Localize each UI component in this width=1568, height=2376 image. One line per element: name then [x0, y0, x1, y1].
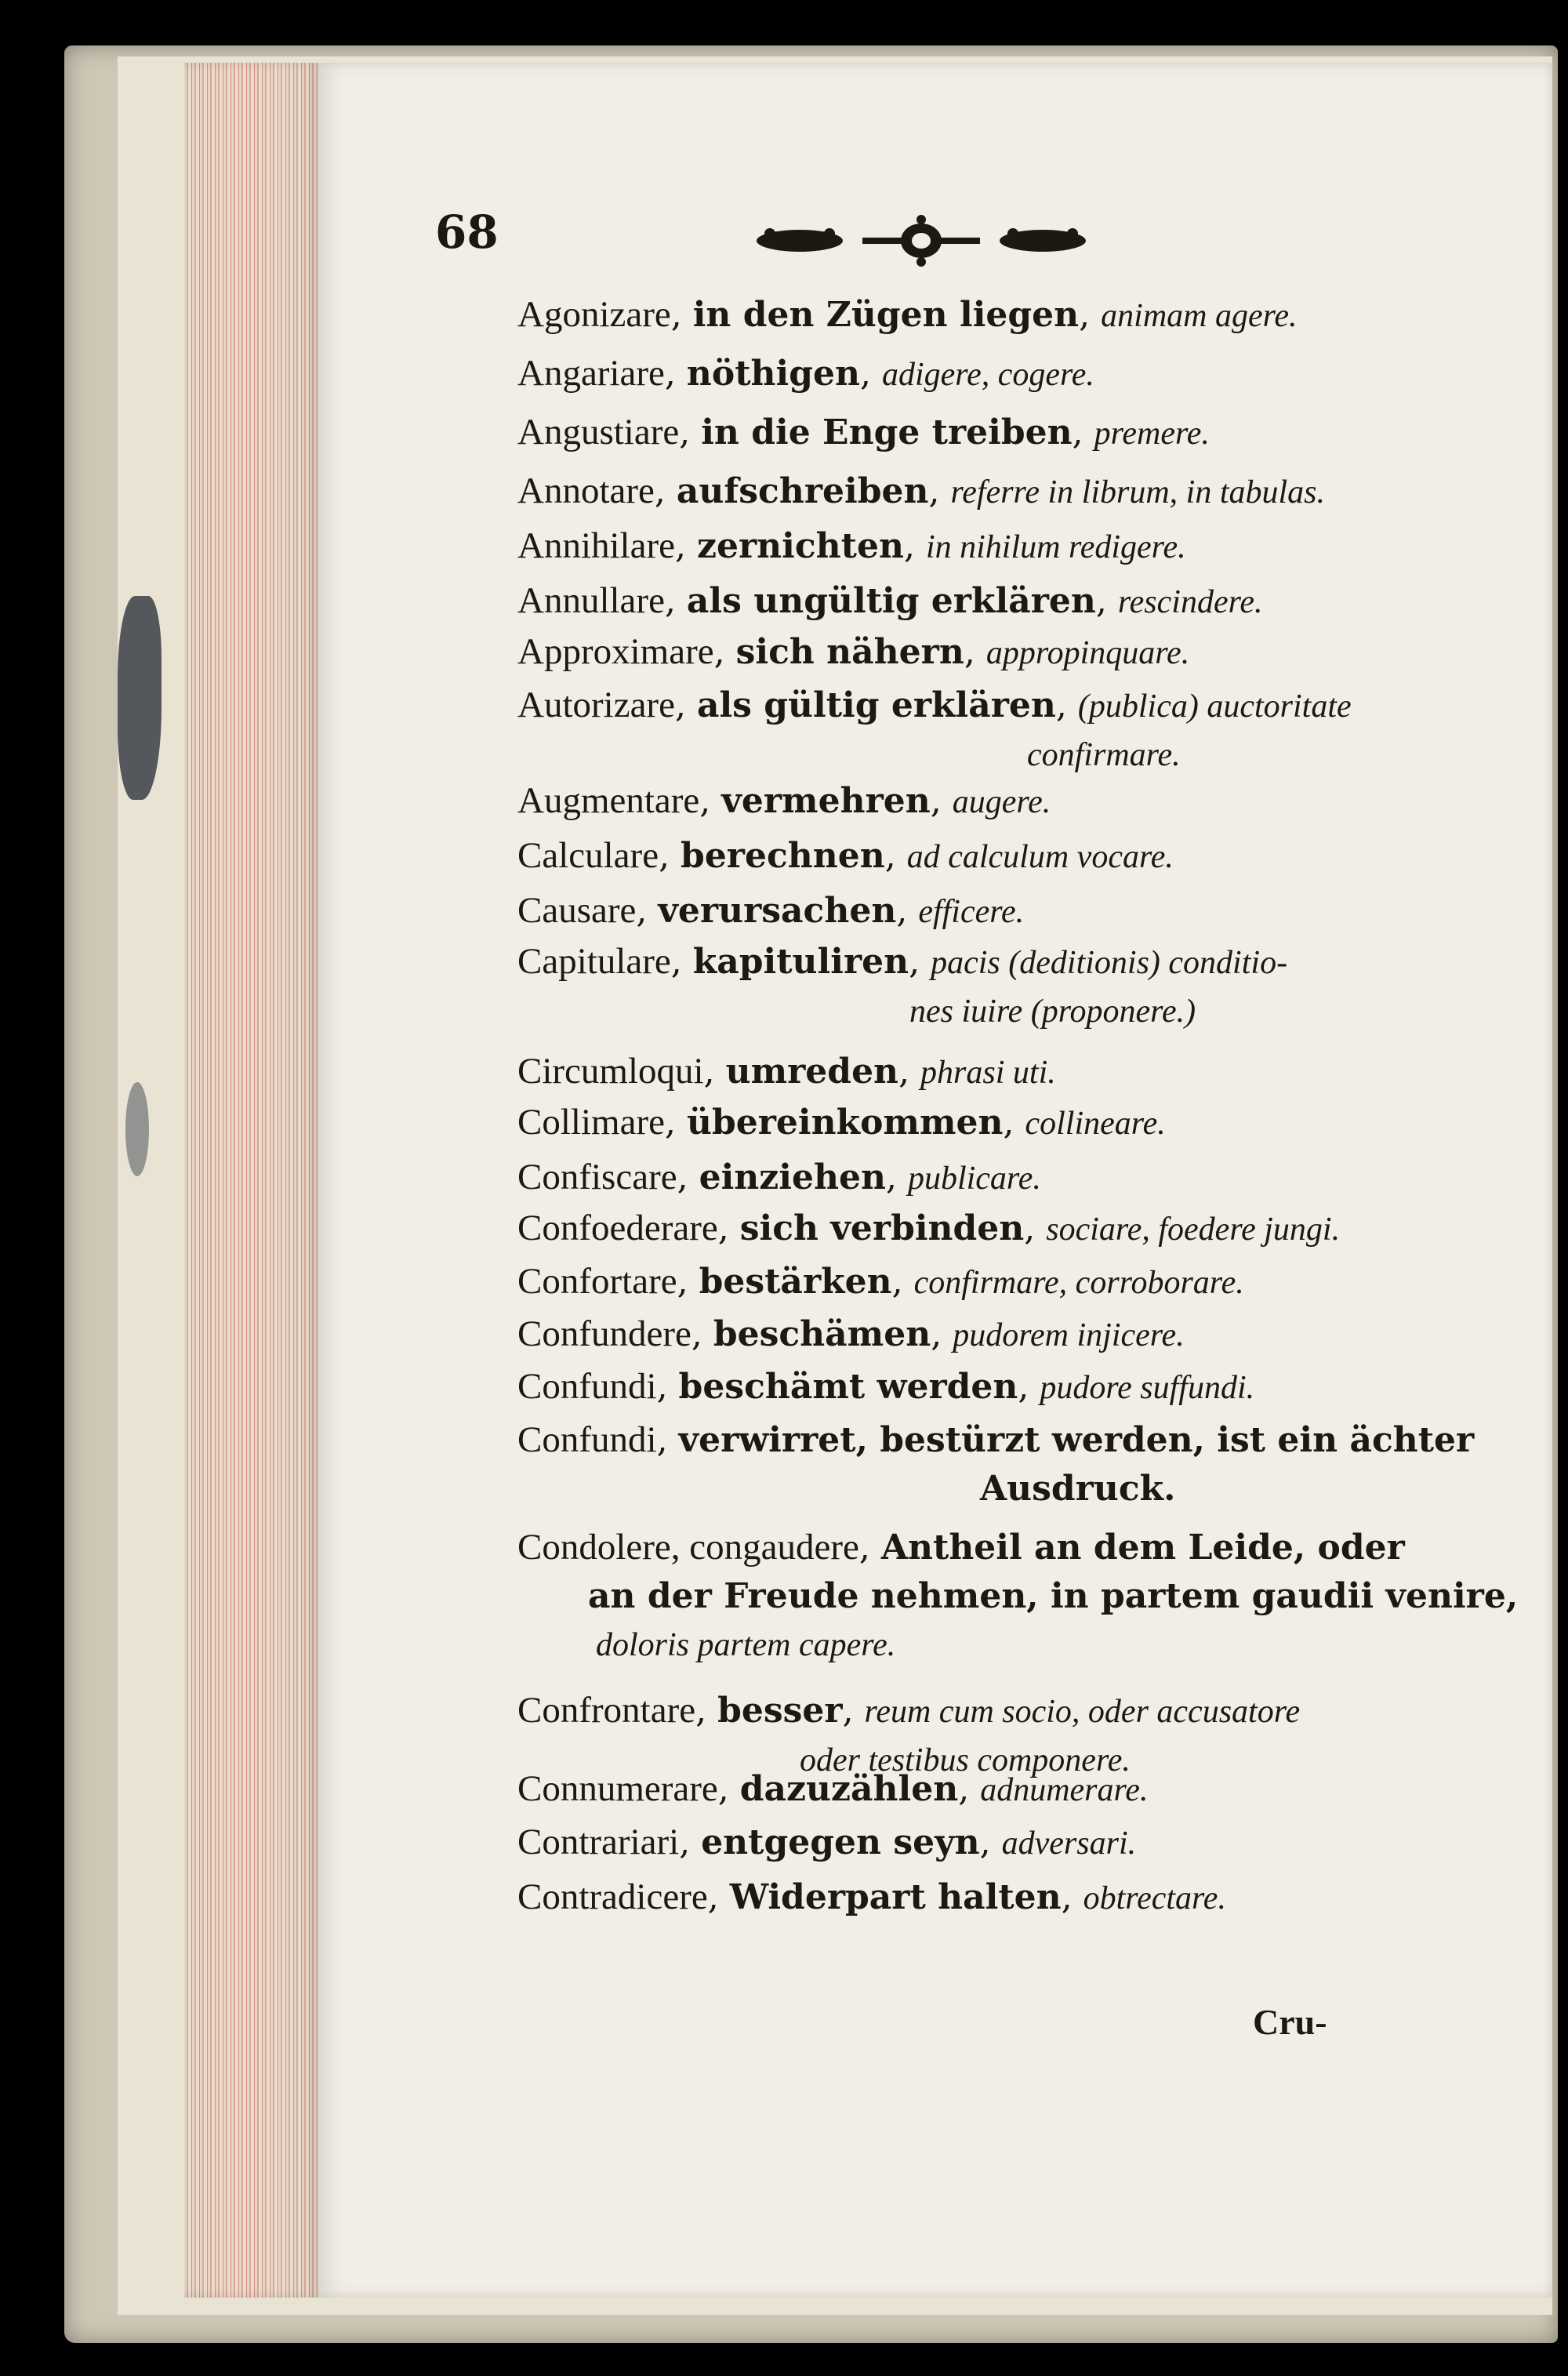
entry-latin: collineare. [1025, 1106, 1166, 1142]
ornament-icon [753, 213, 1090, 268]
entry-latin: reum cum socio, oder accusatore [864, 1694, 1301, 1730]
entry-german: beschämt werden [678, 1367, 1018, 1407]
entry-german: in den Zügen liegen [692, 295, 1080, 335]
entry-lemma: Connumerare [517, 1768, 718, 1809]
entry-german: entgegen seyn [701, 1822, 980, 1862]
entry-german: aufschreiben [676, 471, 929, 511]
entry-lemma: Calculare [517, 835, 659, 876]
entry: Condolere, congaudere, Antheil an dem Leide, oder an der Freude nehmen, in partem gaudii venire, doloris partem capere. [517, 1523, 1411, 1669]
entry-latin: referre in librum, in tabulas. [950, 474, 1326, 510]
entry: Confiscare, einziehen, publicare. [517, 1157, 1041, 1197]
entry: Connumerare, dazuzählen, adnumerare. [517, 1768, 1149, 1809]
entry-latin: publicare. [907, 1161, 1041, 1197]
entry: Augmentare, vermehren, augere. [517, 780, 1051, 821]
entry-german: einziehen [699, 1157, 886, 1197]
entry-latin: pudorem injicere. [953, 1317, 1185, 1353]
entry-continuation: oder testibus componere. [800, 1742, 1131, 1778]
entry: Autorizare, als gültig erklären, (publica) auctoritate confirmare. [517, 681, 1411, 779]
entry: Confundere, beschämen, pudorem injicere. [517, 1313, 1185, 1354]
entry-continuation: Ausdruck. [980, 1469, 1176, 1509]
entry: Confundi, verwirret, bestürzt werden, ist ein ächter Ausdruck. [517, 1415, 1411, 1513]
entry: Agonizare, in den Zügen liegen, animam agere. [517, 294, 1298, 335]
entry-lemma: Confoederare [517, 1208, 718, 1248]
entry-latin: animam agere. [1101, 298, 1298, 334]
entry-latin: adigere, cogere. [881, 357, 1094, 393]
entry-german: Widerpart halten [729, 1877, 1062, 1917]
entry: Confundi, beschämt werden, pudore suffundi. [517, 1366, 1255, 1407]
entry-lemma: Confundere [517, 1313, 691, 1354]
entry-latin: appropinquare. [985, 635, 1190, 671]
entry-german: zernichten [696, 526, 904, 566]
entry-latin: rescindere. [1117, 584, 1263, 620]
entry-german: als ungültig erklären [686, 581, 1096, 621]
entry-latin: adnumerare. [980, 1772, 1149, 1808]
entry-lemma: Confundi [517, 1366, 657, 1407]
entry-lemma: Angariare [517, 353, 665, 394]
cover-stain [118, 596, 162, 800]
entry: Confoederare, sich verbinden, sociare, foedere jungi. [517, 1208, 1341, 1248]
entry-lemma: Annullare [517, 580, 665, 621]
entry: Contrariari, entgegen seyn, adversari. [517, 1822, 1137, 1862]
entry-german: verwirret, bestürzt werden, ist ein ächter [678, 1420, 1475, 1460]
entry-latin: obtrectare. [1083, 1880, 1226, 1916]
catchword: Cru- [1253, 2002, 1327, 2042]
entry-german: dazuzählen [739, 1769, 959, 1809]
entry-lemma: Annotare [517, 470, 655, 511]
entry-lemma: Collimare [517, 1102, 665, 1143]
entry-german: besser [717, 1691, 843, 1731]
entry-latin: augere. [952, 784, 1051, 820]
entry-latin: confirmare, corroborare. [913, 1265, 1244, 1301]
entry-german: kapituliren [692, 942, 909, 982]
entry-german: Antheil an dem Leide, oder [880, 1528, 1405, 1568]
entry-lemma: Capitulare [517, 941, 671, 982]
entry-latin: (publica) auctoritate [1077, 688, 1352, 725]
entry: Annullare, als ungültig erklären, rescindere. [517, 580, 1263, 621]
entry-lemma: Contrariari [517, 1822, 680, 1862]
cover-stain-2 [125, 1082, 149, 1176]
entry: Circumloqui, umreden, phrasi uti. [517, 1051, 1056, 1092]
entry-german: in die Enge treiben [701, 412, 1073, 452]
entry-latin: premere. [1094, 416, 1210, 452]
entry-lemma: Augmentare [517, 780, 700, 821]
entry-german: als gültig erklären [696, 685, 1056, 725]
entry-latin: sociare, foedere jungi. [1046, 1212, 1341, 1248]
entry-german: beschämen [713, 1314, 931, 1354]
entry: Collimare, übereinkommen, collineare. [517, 1102, 1166, 1143]
entry-german: bestärken [699, 1262, 892, 1302]
entry-latin: ad calculum vocare. [906, 839, 1174, 875]
entry: Annihilare, zernichten, in nihilum redigere. [517, 525, 1186, 566]
entry: Annotare, aufschreiben, referre in librum, in tabulas. [517, 470, 1326, 511]
entry-lemma: Confortare [517, 1261, 677, 1302]
entry-german: sich nähern [735, 632, 964, 672]
entry-lemma: Angustiare [517, 412, 680, 452]
entry-continuation: doloris partem capere. [596, 1627, 896, 1663]
entry-lemma: Circumloqui [517, 1051, 704, 1092]
entry-lemma: Agonizare [517, 294, 671, 335]
entry-latin: efficere. [918, 894, 1025, 930]
entry: Causare, verursachen, efficere. [517, 890, 1025, 931]
entry: Angariare, nöthigen, adigere, cogere. [517, 353, 1094, 394]
entry-latin: pudore suffundi. [1040, 1370, 1255, 1406]
entry-german: sich verbinden [739, 1208, 1025, 1248]
page-number: 68 [435, 205, 499, 259]
entry: Angustiare, in die Enge treiben, premere. [517, 412, 1210, 452]
entry-latin: in nihilum redigere. [925, 529, 1186, 565]
entry: Calculare, berechnen, ad calculum vocare. [517, 835, 1174, 876]
entry-german: berechnen [681, 836, 885, 876]
entry: Confrontare, besser, reum cum socio, oder accusatore oder testibus componere. [517, 1686, 1411, 1785]
entry-german: vermehren [721, 781, 931, 821]
entry-lemma: Autorizare [517, 685, 675, 725]
entry: Approximare, sich nähern, appropinquare. [517, 631, 1190, 672]
entry-lemma: Confundi [517, 1419, 657, 1460]
entry-german: nöthigen [686, 354, 860, 394]
entry-continuation: nes iuire (proponere.) [909, 994, 1196, 1030]
entry-lemma: Condolere, congaudere [517, 1527, 859, 1568]
entry-latin: adversari. [1001, 1826, 1137, 1862]
entry-german: übereinkommen [686, 1103, 1004, 1143]
entry-continuation: an der Freude nehmen, in partem gaudii venire, [588, 1576, 1519, 1616]
entry-lemma: Confiscare [517, 1157, 677, 1197]
entry: Confortare, bestärken, confirmare, corroborare. [517, 1261, 1244, 1302]
entry-lemma: Contradicere [517, 1876, 708, 1917]
entry-latin: phrasi uti. [920, 1055, 1056, 1091]
entry-latin: pacis (deditionis) conditio- [931, 945, 1288, 981]
entry-lemma: Annihilare [517, 525, 675, 566]
entry-german: verursachen [658, 891, 897, 931]
entry-lemma: Causare [517, 890, 637, 931]
entry-german: umreden [725, 1052, 899, 1092]
entry-continuation: confirmare. [1027, 737, 1181, 773]
entry: Capitulare, kapituliren, pacis (deditionis) conditio- nes iuire (proponere.) [517, 937, 1411, 1036]
page-edge [184, 63, 318, 2298]
entry: Contradicere, Widerpart halten, obtrectare. [517, 1876, 1226, 1917]
entry-lemma: Confrontare [517, 1690, 696, 1731]
entry-lemma: Approximare [517, 631, 714, 672]
